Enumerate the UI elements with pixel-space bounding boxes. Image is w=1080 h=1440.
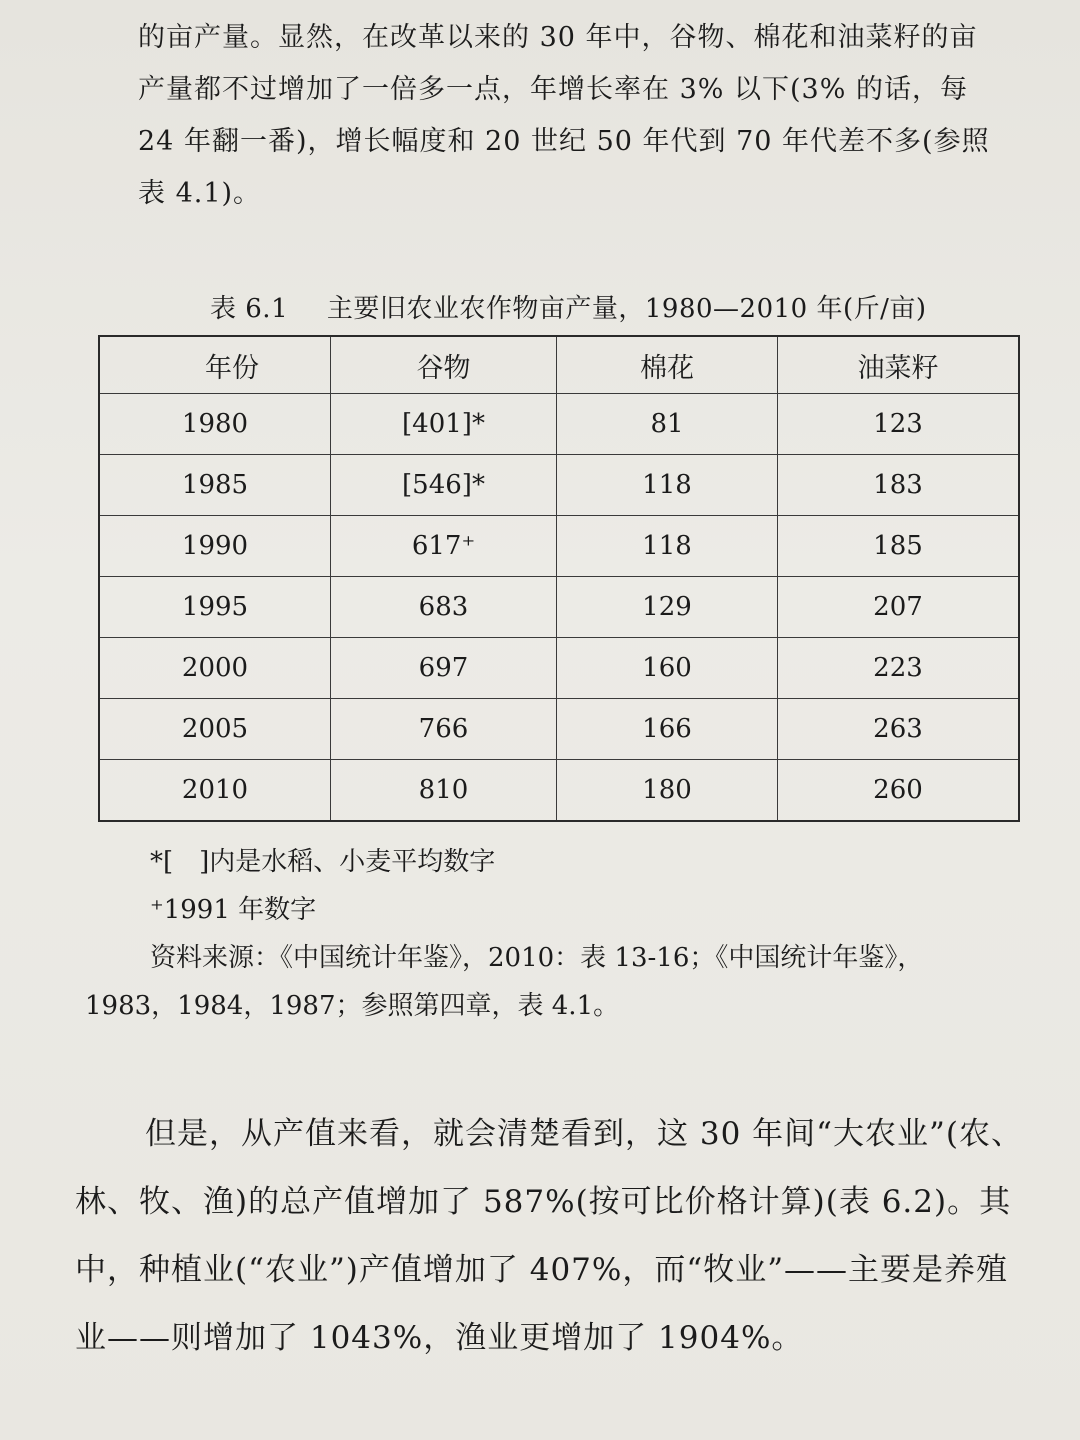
header-grain: 谷物	[331, 336, 557, 394]
table-row	[99, 638, 1019, 699]
cell-cotton: 118	[557, 455, 778, 516]
table-row	[99, 577, 1019, 638]
text-line: 产量都不过增加了一倍多一点，年增长率在 3% 以下(3% 的话，每	[138, 74, 968, 105]
top-paragraph	[138, 12, 1018, 220]
cell-cotton: 160	[557, 638, 778, 699]
cell-year: 1980	[99, 394, 331, 455]
cell-year: 1990	[99, 516, 331, 577]
cell-rapeseed: 223	[778, 638, 1020, 699]
cell-year: 1985	[99, 455, 331, 516]
text-line: 的亩产量。显然，在改革以来的 30 年中，谷物、棉花和油菜籽的亩	[138, 22, 978, 53]
source-note-continued: 1983，1984，1987；参照第四章，表 4.1。	[85, 991, 620, 1021]
text-line: 但是，从产值来看，就会清楚看到，这 30 年间“大农业”(农、	[145, 1116, 1023, 1152]
header-rapeseed: 油菜籽	[778, 336, 1020, 394]
cell-grain: 617⁺	[331, 516, 557, 577]
table-header-row	[99, 336, 1019, 394]
cell-rapeseed: 123	[778, 394, 1020, 455]
cell-rapeseed: 263	[778, 699, 1020, 760]
text-line: 中，种植业(“农业”)产值增加了 407%，而“牧业”——主要是养殖	[75, 1252, 1009, 1288]
table-row	[99, 516, 1019, 577]
cell-grain: 766	[331, 699, 557, 760]
cell-grain: [546]*	[331, 455, 557, 516]
footnote-bracket: *[ ]内是水稻、小麦平均数字	[150, 847, 496, 877]
cell-cotton: 129	[557, 577, 778, 638]
cell-grain: 697	[331, 638, 557, 699]
table-row	[99, 760, 1019, 822]
cell-rapeseed: 207	[778, 577, 1020, 638]
text-line: 林、牧、渔)的总产值增加了 587%(按可比价格计算)(表 6.2)。其	[75, 1184, 1012, 1220]
text-line: 24 年翻一番)，增长幅度和 20 世纪 50 年代到 70 年代差不多(参照	[138, 126, 990, 157]
header-cotton: 棉花	[557, 336, 778, 394]
cell-rapeseed: 183	[778, 455, 1020, 516]
cell-rapeseed: 260	[778, 760, 1020, 822]
cell-year: 2005	[99, 699, 331, 760]
table-notes	[85, 838, 924, 1030]
header-year: 年份	[99, 336, 331, 394]
table-row	[99, 394, 1019, 455]
bottom-paragraph	[75, 1100, 1035, 1372]
table-number: 表 6.1	[210, 294, 289, 324]
cell-year: 2000	[99, 638, 331, 699]
cell-rapeseed: 185	[778, 516, 1020, 577]
cell-grain: 683	[331, 577, 557, 638]
cell-year: 2010	[99, 760, 331, 822]
footnote-plus: ⁺1991 年数字	[150, 895, 317, 925]
source-note: 资料来源：《中国统计年鉴》，2010：表 13-16；《中国统计年鉴》，	[150, 943, 924, 973]
yield-table	[98, 335, 1020, 822]
table-row	[99, 455, 1019, 516]
table-title: 主要旧农业农作物亩产量，1980—2010 年(斤/亩)	[326, 294, 927, 324]
cell-cotton: 81	[557, 394, 778, 455]
cell-cotton: 118	[557, 516, 778, 577]
cell-grain: 810	[331, 760, 557, 822]
cell-cotton: 166	[557, 699, 778, 760]
cell-grain: [401]*	[331, 394, 557, 455]
cell-cotton: 180	[557, 760, 778, 822]
text-line: 表 4.1)。	[138, 178, 262, 209]
table-row	[99, 699, 1019, 760]
text-line: 业——则增加了 1043%，渔业更增加了 1904%。	[75, 1320, 804, 1356]
table-caption	[210, 288, 927, 325]
cell-year: 1995	[99, 577, 331, 638]
